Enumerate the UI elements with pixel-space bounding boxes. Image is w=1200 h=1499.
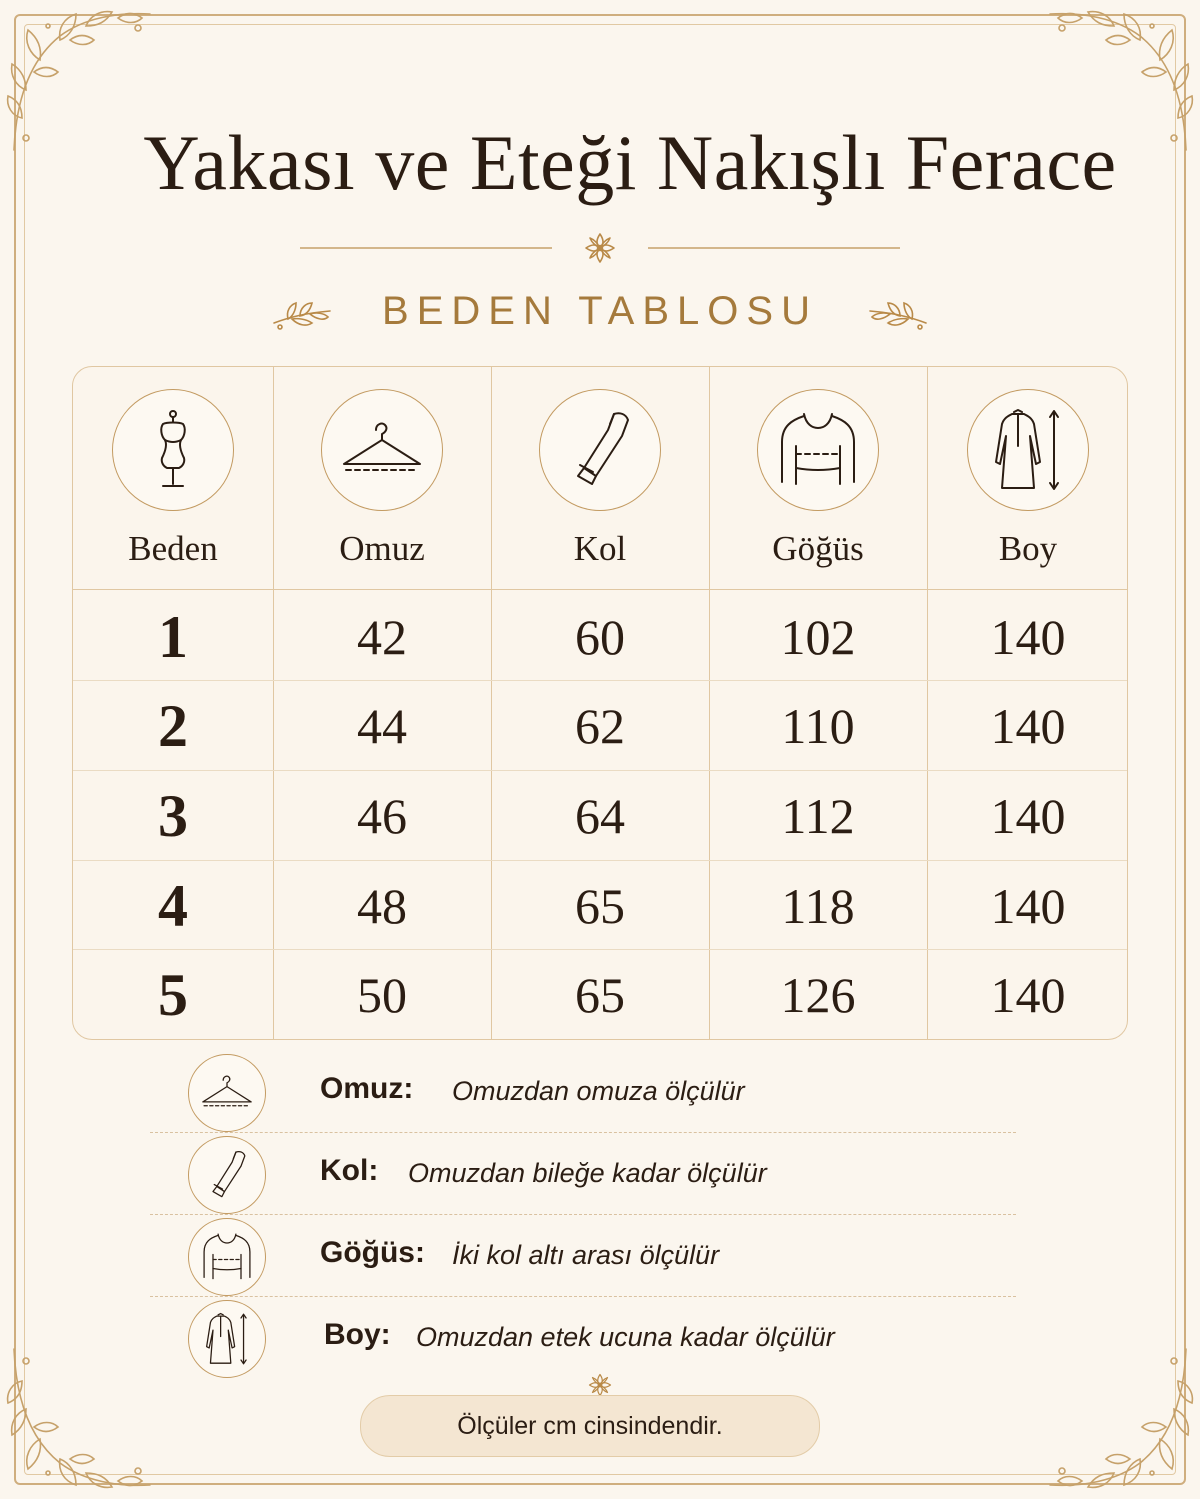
chest-icon xyxy=(757,389,879,511)
table-cell: 140 xyxy=(990,609,1066,665)
sprig-ornament-icon xyxy=(866,289,930,333)
table-cell: 140 xyxy=(990,788,1066,844)
table-cell: 44 xyxy=(357,698,407,754)
header-label: Boy xyxy=(998,529,1058,568)
section-subtitle: BEDEN TABLOSU xyxy=(382,289,818,333)
legend-description: İki kol altı arası ölçülür xyxy=(452,1240,720,1270)
table-cell: 110 xyxy=(781,698,855,754)
sleeve-icon xyxy=(539,389,661,511)
page-title: Yakası ve Eteği Nakışlı Ferace xyxy=(143,119,1117,206)
header-divider xyxy=(73,589,1127,590)
table-cell: 65 xyxy=(575,878,625,934)
hanger-icon xyxy=(321,389,443,511)
table-cell: 50 xyxy=(357,967,407,1023)
size-table xyxy=(72,366,1128,1040)
legend-item-kol xyxy=(150,1134,1016,1214)
legend-term: Kol: xyxy=(320,1154,379,1187)
table-cell: 64 xyxy=(575,788,625,844)
chest-icon xyxy=(188,1218,266,1296)
table-cell: 118 xyxy=(781,878,855,934)
legend-term: Omuz: xyxy=(320,1072,414,1105)
table-cell: 140 xyxy=(990,698,1066,754)
table-cell: 112 xyxy=(781,788,855,844)
table-cell: 46 xyxy=(357,788,407,844)
units-note: Ölçüler cm cinsindendir. xyxy=(360,1395,820,1457)
hanger-icon xyxy=(188,1054,266,1132)
table-cell: 42 xyxy=(357,609,407,665)
legend-item-boy xyxy=(150,1298,1016,1378)
legend-description: Omuzdan etek ucuna kadar ölçülür xyxy=(416,1322,835,1352)
legend-item-omuz xyxy=(150,1052,1016,1132)
legend-item-gogus xyxy=(150,1216,1016,1296)
table-cell-size: 5 xyxy=(158,962,188,1028)
header-label: Kol xyxy=(573,529,627,568)
sleeve-icon xyxy=(188,1136,266,1214)
header-label: Göğüs xyxy=(772,529,864,568)
subtitle-row xyxy=(270,285,930,337)
mannequin-icon xyxy=(112,389,234,511)
dress-length-icon xyxy=(967,389,1089,511)
table-cell: 102 xyxy=(780,609,856,665)
header-kol xyxy=(491,367,709,589)
legend-divider xyxy=(150,1296,1016,1297)
legend-term: Göğüs: xyxy=(320,1236,425,1269)
table-cell-size: 3 xyxy=(158,783,188,849)
header-omuz xyxy=(273,367,491,589)
legend-description: Omuzdan bileğe kadar ölçülür xyxy=(408,1158,767,1188)
corner-vine-ornament-icon xyxy=(1040,1339,1200,1499)
table-cell: 140 xyxy=(990,967,1066,1023)
table-cell: 48 xyxy=(357,878,407,934)
legend-divider xyxy=(150,1214,1016,1215)
dress-length-icon xyxy=(188,1300,266,1378)
header-label: Beden xyxy=(128,529,218,568)
table-cell: 126 xyxy=(780,967,856,1023)
table-cell: 65 xyxy=(575,967,625,1023)
corner-vine-ornament-icon xyxy=(0,1339,160,1499)
header-label: Omuz xyxy=(339,529,425,568)
table-cell: 62 xyxy=(575,698,625,754)
table-cell-size: 1 xyxy=(158,604,188,670)
table-cell: 60 xyxy=(575,609,625,665)
table-cell-size: 2 xyxy=(158,693,188,759)
flower-divider-icon xyxy=(300,228,900,268)
legend-divider xyxy=(150,1132,1016,1133)
header-beden xyxy=(73,367,273,589)
legend-term: Boy: xyxy=(324,1318,391,1351)
table-cell: 140 xyxy=(990,878,1066,934)
header-gogus xyxy=(709,367,927,589)
legend-description: Omuzdan omuza ölçülür xyxy=(452,1076,745,1106)
table-cell-size: 4 xyxy=(158,873,188,939)
header-boy xyxy=(927,367,1128,589)
